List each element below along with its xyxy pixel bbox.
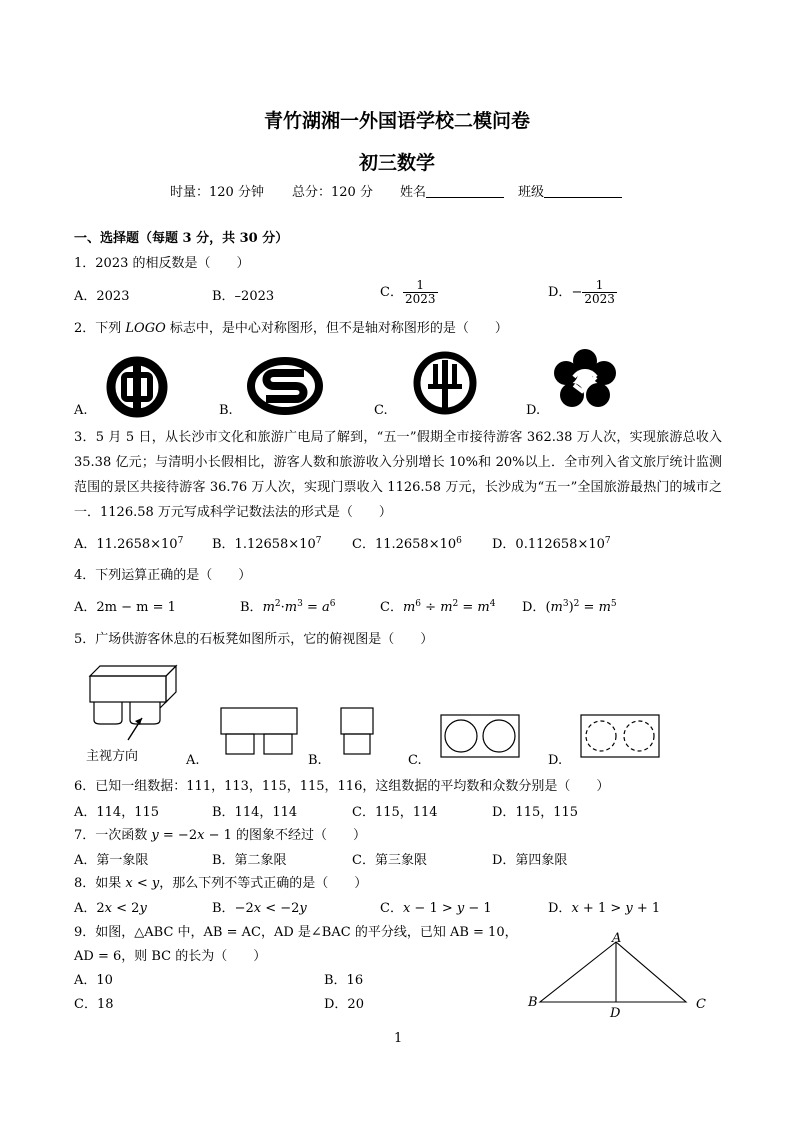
- score-label: 总分：120 分: [292, 185, 373, 200]
- school-title: 青竹湖湘一外国语学校二模问卷: [263, 110, 530, 132]
- q9-option-d[interactable]: D．20: [324, 997, 364, 1012]
- q4-option-d[interactable]: D．$(m^3)^2 = m^5$: [522, 599, 617, 615]
- q4-option-a[interactable]: A．2m − m = 1: [74, 600, 176, 615]
- q9-stem-line2: AD = 6，则 BC 的长为（ ）: [74, 949, 267, 964]
- vertex-a-label: A: [612, 931, 622, 946]
- q7-option-b[interactable]: B．第二象限: [212, 853, 287, 868]
- q5-option-a[interactable]: A.: [186, 753, 200, 768]
- option-c-figure-icon: [440, 714, 520, 758]
- q3-text: 3．5 月 5 日，从长沙市文化和旅游广电局了解到，“五一”假期全市接待游客 362.38 万人次，实现旅游总收入 35.38 亿元；与清明小长假相比，游客人数和旅游收入分别增长 10%和 20%以上．全市列入省文旅厅统计监测范围的景区共接待游客 36.76 万人次，实现门票收入 1126.58 万元，长沙成为“五一”全国旅游最热门的城市之一．1126.58 万元写成科学记数法法的形式是（ ）: [74, 430, 722, 520]
- option-a-figure-icon: [220, 707, 298, 757]
- q1-option-b[interactable]: B．–2023: [212, 289, 275, 304]
- q8-option-d[interactable]: D．x + 1 > y + 1: [548, 901, 661, 916]
- q8-option-c[interactable]: C．x − 1 > y − 1: [380, 901, 492, 916]
- option-b-figure-icon: [340, 707, 374, 757]
- q6-option-b[interactable]: B．114，114: [212, 805, 298, 820]
- q6-option-a[interactable]: A．114，115: [74, 805, 160, 820]
- q1-stem: 1．2023 的相反数是（ ）: [74, 256, 250, 271]
- fraction: $\frac{1}{2023}$: [584, 278, 615, 306]
- name-field[interactable]: [400, 184, 504, 202]
- q9-option-b[interactable]: B．16: [324, 973, 364, 988]
- q5-option-b[interactable]: B.: [308, 753, 322, 768]
- q8-option-a[interactable]: A．2x < 2y: [74, 901, 147, 916]
- q1-option-d[interactable]: D．− $\frac{1}{2023}$: [548, 278, 615, 306]
- q7-option-c[interactable]: C．第三象限: [352, 853, 427, 868]
- q4-option-c[interactable]: C．$m^6 \div m^2 = m^4$: [380, 599, 496, 615]
- option-d-figure-icon: [580, 714, 660, 758]
- q5-stem: 5．广场供游客休息的石板凳如图所示，它的俯视图是（ ）: [74, 632, 434, 647]
- view-direction-label: 主视方向: [86, 749, 139, 764]
- vertex-c-label: C: [696, 997, 706, 1012]
- q2-option-a[interactable]: A.: [74, 403, 88, 418]
- q5-option-d[interactable]: D.: [548, 753, 563, 768]
- q8-option-b[interactable]: B．−2x < −2y: [212, 901, 307, 916]
- time-label: 时量：120 分钟: [170, 185, 264, 200]
- q3-option-d[interactable]: D．$0.112658\times 10^7$: [492, 536, 611, 552]
- fraction: $\frac{1}{2023}$: [404, 278, 436, 306]
- bank-of-china-logo-icon: [102, 352, 172, 422]
- q8-stem: 8．如果 x < y，那么下列不等式正确的是（ ）: [74, 876, 368, 891]
- triangle-abc-figure-icon: [538, 940, 688, 1004]
- q3-option-c[interactable]: C．$11.2658\times 10^6$: [352, 536, 462, 552]
- name-label: 姓名: [400, 185, 427, 200]
- q9-option-c[interactable]: C．18: [74, 997, 114, 1012]
- q7-option-d[interactable]: D．第四象限: [492, 853, 568, 868]
- q9-stem-line1: 9．如图，△ABC 中，AB = AC，AD 是∠BAC 的平分线，已知 AB = 10，: [74, 925, 518, 940]
- section-heading: 一、选择题（每题 3 分，共 30 分）: [74, 231, 289, 246]
- q3-option-b[interactable]: B．$1.12658\times 10^7$: [212, 536, 322, 552]
- q6-option-c[interactable]: C．115，114: [352, 805, 438, 820]
- q1-option-a[interactable]: A．2023: [74, 289, 130, 304]
- q4-option-b[interactable]: B．$m^2\cdot m^3 = a^6$: [240, 599, 336, 615]
- s-logo-icon: [246, 357, 324, 415]
- vertex-b-label: B: [528, 995, 538, 1010]
- q7-stem: 7．一次函数 y = −2x − 1 的图象不经过（ ）: [74, 828, 367, 843]
- q2-option-b[interactable]: B.: [219, 403, 233, 418]
- q7-option-a[interactable]: A．第一象限: [74, 853, 149, 868]
- q4-stem: 4．下列运算正确的是（ ）: [74, 568, 252, 583]
- class-blank[interactable]: [544, 185, 622, 198]
- subject-title: 初三数学: [358, 152, 435, 174]
- q1-option-c[interactable]: C． $\frac{1}{2023}$: [380, 278, 436, 306]
- flower-logo-icon: [552, 347, 618, 413]
- q6-option-d[interactable]: D．115，115: [492, 805, 579, 820]
- class-label: 班级: [518, 185, 545, 200]
- agricultural-bank-logo-icon: [412, 350, 478, 416]
- vertex-d-label: D: [610, 1006, 621, 1021]
- q3-option-a[interactable]: A．$11.2658\times 10^7$: [74, 536, 184, 552]
- q2-option-d[interactable]: D.: [526, 403, 541, 418]
- q5-option-c[interactable]: C.: [408, 753, 422, 768]
- bench-3d-figure-icon: [86, 664, 196, 744]
- q6-stem: 6．已知一组数据：111，113，115，115，116，这组数据的平均数和众数分别是（ ）: [74, 779, 610, 794]
- name-blank[interactable]: [426, 185, 504, 198]
- class-field[interactable]: [518, 184, 622, 202]
- q9-option-a[interactable]: A．10: [74, 973, 113, 988]
- q2-stem: 2．下列 LOGO 标志中，是中心对称图形，但不是轴对称图形的是（ ）: [74, 321, 508, 336]
- page-number: 1: [394, 1031, 403, 1046]
- q2-option-c[interactable]: C.: [374, 403, 388, 418]
